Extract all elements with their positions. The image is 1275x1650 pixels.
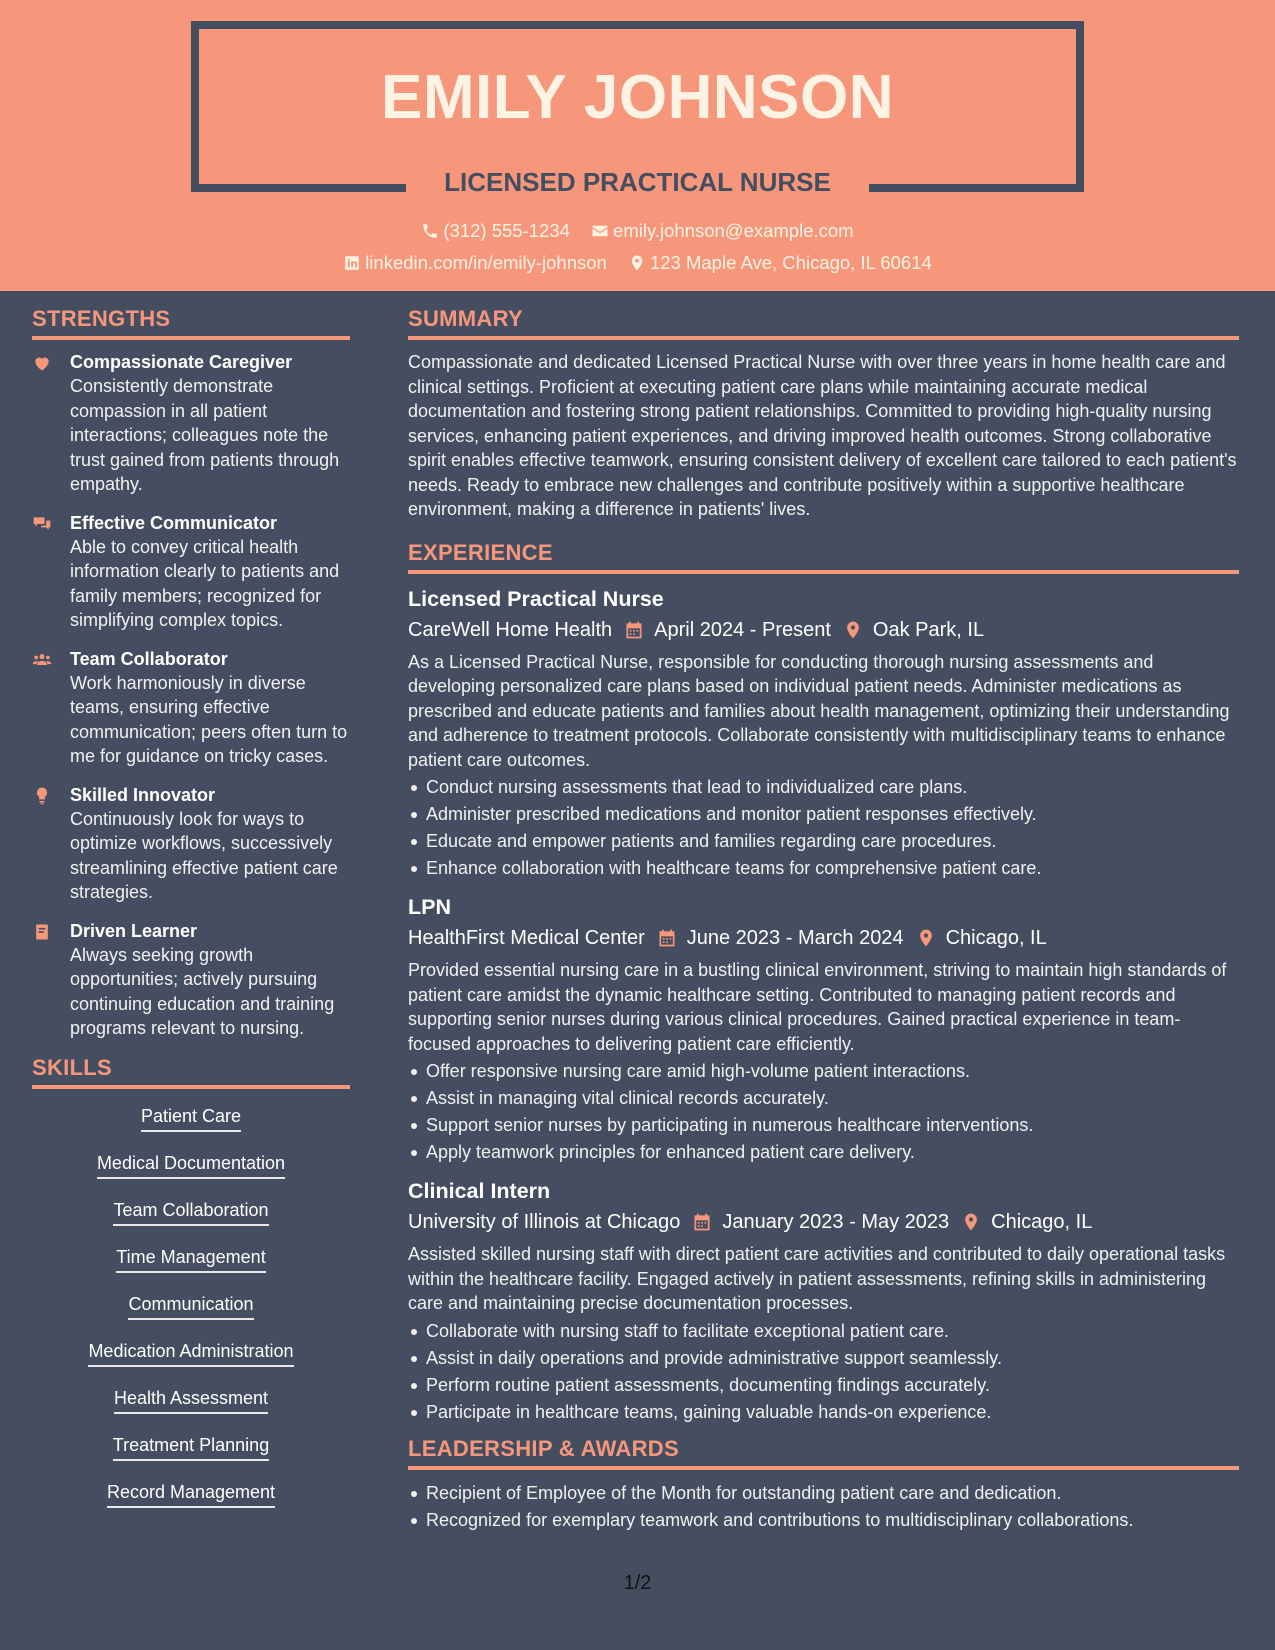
- strengths-heading: STRENGTHS: [32, 306, 350, 340]
- contact-address: [628, 252, 932, 274]
- bullet-item: Support senior nurses by participating in numerous healthcare interventions.: [408, 1112, 1239, 1139]
- strength-desc: Work harmoniously in diverse teams, ensuring effective communication; peers often turn to me for guidance on tricky cases.: [70, 672, 348, 766]
- linkedin-icon: [343, 254, 361, 272]
- right-column: [408, 306, 1239, 1534]
- page-number: 1/2: [623, 1572, 652, 1594]
- job-location: Chicago, IL: [945, 927, 1047, 949]
- left-column: [32, 306, 350, 1528]
- strength-desc: Continuously look for ways to optimize workflows, successively streamlining effective patient care strategies.: [70, 808, 338, 902]
- bullet-item: Offer responsive nursing care amid high-volume patient interactions.: [408, 1058, 1239, 1085]
- users-icon: [32, 650, 52, 670]
- job-entry: [408, 1176, 1239, 1426]
- strength-title: Compassionate Caregiver: [70, 352, 293, 372]
- skill-item: Medical Documentation: [97, 1152, 285, 1179]
- phone-icon: [421, 222, 439, 240]
- job-meta: [408, 922, 1239, 954]
- address-text: 123 Maple Ave, Chicago, IL 60614: [649, 252, 932, 273]
- job-company: University of Illinois at Chicago: [408, 1211, 681, 1233]
- strength-title: Team Collaborator: [70, 648, 228, 669]
- job-meta: [408, 1206, 1239, 1238]
- calendar-icon: [692, 1212, 712, 1232]
- job-company: HealthFirst Medical Center: [408, 927, 645, 949]
- strength-item: [32, 919, 350, 1041]
- contact-phone: [421, 220, 570, 242]
- job-title: LPN: [408, 895, 451, 919]
- strength-title: Driven Learner: [70, 920, 198, 941]
- bullet-item: Educate and empower patients and families regarding care procedures.: [408, 828, 1239, 855]
- book-icon: [32, 922, 52, 942]
- phone-text: (312) 555-1234: [443, 220, 570, 241]
- strength-item: [32, 647, 350, 769]
- awards-list: [408, 1480, 1239, 1534]
- awards-heading: LEADERSHIP & AWARDS: [408, 1436, 1239, 1470]
- job-bullets: [408, 1318, 1239, 1426]
- strength-title: Effective Communicator: [70, 512, 278, 533]
- calendar-icon: [657, 928, 677, 948]
- job-location: Oak Park, IL: [872, 618, 985, 641]
- job-dates: January 2023 - May 2023: [722, 1211, 950, 1233]
- skill-item: Communication: [128, 1293, 253, 1320]
- strength-desc: Always seeking growth opportunities; actively pursuing continuing education and training programs relevant to nursing.: [70, 944, 335, 1038]
- email-text[interactable]: emily.johnson@example.com: [613, 220, 854, 241]
- bullet-item: Assist in managing vital clinical records accurately.: [408, 1085, 1239, 1112]
- contact-row-1: [0, 220, 1275, 245]
- strength-desc: Able to convey critical health information clearly to patients and family members; recognized for simplifying complex topics.: [70, 536, 340, 630]
- strength-item: [32, 350, 350, 497]
- heart-icon: [32, 353, 52, 373]
- contact-linkedin[interactable]: [343, 252, 607, 274]
- calendar-icon: [624, 620, 644, 640]
- skill-item: Treatment Planning: [113, 1434, 269, 1461]
- candidate-title: LICENSED PRACTICAL NURSE: [444, 167, 831, 197]
- job-location: Chicago, IL: [991, 1211, 1093, 1233]
- skill-item: Time Management: [116, 1246, 265, 1273]
- job-bullets: [408, 774, 1239, 882]
- experience-heading: EXPERIENCE: [408, 540, 1239, 574]
- skills-heading: SKILLS: [32, 1055, 350, 1089]
- skill-item: Health Assessment: [114, 1387, 268, 1414]
- contact-email[interactable]: [591, 220, 854, 242]
- map-pin-icon: [843, 620, 863, 640]
- summary-text: Compassionate and dedicated Licensed Practical Nurse with over three years in home health care and clinical settings. Proficient at executing patient care plans while maintaining accurate medical documentation and fostering strong patient relationships. Committed to providing high-quality nursing services, enhancing patient experiences, and driving improved health outcomes. Strong collaborative spirit enables effective teamwork, ensuring consistent delivery of excellent care tailored to each patient's needs. Ready to embrace new challenges and contribute positively within a supportive healthcare environment, making a difference in patients' lives.: [408, 352, 1237, 519]
- bullet-item: Assist in daily operations and provide administrative support seamlessly.: [408, 1345, 1239, 1372]
- job-desc: As a Licensed Practical Nurse, responsible for conducting thorough nursing assessments and developing personalized care plans based on individual patient needs. Administer medications as prescribed and educate patients and families about health management, optimizing their understanding and adherence to treatment protocols. Collaborate consistently with multidisciplinary teams to enhance patient care outcomes.: [408, 651, 1230, 770]
- job-meta: [408, 614, 1239, 646]
- strength-item: [32, 511, 350, 633]
- skill-item: Patient Care: [141, 1105, 241, 1132]
- job-title: Licensed Practical Nurse: [408, 586, 664, 611]
- map-pin-icon: [628, 254, 646, 272]
- bullet-item: Conduct nursing assessments that lead to individualized care plans.: [408, 774, 1239, 801]
- bullet-item: Collaborate with nursing staff to facilitate exceptional patient care.: [408, 1318, 1239, 1345]
- award-item: Recipient of Employee of the Month for outstanding patient care and dedication.: [408, 1480, 1239, 1507]
- strength-desc: Consistently demonstrate compassion in all patient interactions; colleagues note the trust gained from patients through empathy.: [70, 376, 340, 494]
- candidate-name: EMILY JOHNSON: [381, 63, 894, 132]
- contact-row-2: [0, 252, 1275, 277]
- job-bullets: [408, 1058, 1239, 1166]
- chat-bubbles-icon: [32, 514, 52, 534]
- map-pin-icon: [916, 928, 936, 948]
- job-dates: June 2023 - March 2024: [686, 927, 904, 949]
- map-pin-icon: [961, 1212, 981, 1232]
- skill-item: Medication Administration: [88, 1340, 293, 1367]
- bullet-item: Administer prescribed medications and monitor patient responses effectively.: [408, 801, 1239, 828]
- strength-title: Skilled Innovator: [70, 784, 216, 805]
- skill-list: [32, 1105, 350, 1528]
- job-dates: April 2024 - Present: [654, 618, 831, 641]
- linkedin-text[interactable]: linkedin.com/in/emily-johnson: [365, 252, 607, 273]
- skill-item: Team Collaboration: [113, 1199, 268, 1226]
- bullet-item: Enhance collaboration with healthcare teams for comprehensive patient care.: [408, 855, 1239, 882]
- envelope-icon: [591, 222, 609, 240]
- lightbulb-icon: [32, 786, 52, 806]
- strength-item: [32, 783, 350, 905]
- job-desc: Provided essential nursing care in a bustling clinical environment, striving to maintain high standards of patient care amidst the dynamic healthcare setting. Contributed to managing patient records and supporting senior nurses during various clinical procedures. Gained practical experience in team-focused approaches to delivering patient care efficiently.: [408, 960, 1227, 1054]
- bullet-item: Apply teamwork principles for enhanced patient care delivery.: [408, 1139, 1239, 1166]
- job-company: CareWell Home Health: [408, 618, 613, 641]
- job-title: Clinical Intern: [408, 1179, 551, 1203]
- bullet-item: Perform routine patient assessments, documenting findings accurately.: [408, 1372, 1239, 1399]
- summary-heading: SUMMARY: [408, 306, 1239, 340]
- job-desc: Assisted skilled nursing staff with direct patient care activities and contributed to daily operational tasks within the healthcare facility. Engaged actively in patient assessments, refining skills in administering care and maintaining precise documentation processes.: [408, 1244, 1226, 1313]
- skill-item: Record Management: [107, 1481, 275, 1508]
- resume-header: [0, 0, 1275, 291]
- job-entry: [408, 584, 1239, 883]
- award-item: Recognized for exemplary teamwork and contributions to multidisciplinary collaborations.: [408, 1507, 1239, 1534]
- bullet-item: Participate in healthcare teams, gaining valuable hands-on experience.: [408, 1399, 1239, 1426]
- job-entry: [408, 892, 1239, 1166]
